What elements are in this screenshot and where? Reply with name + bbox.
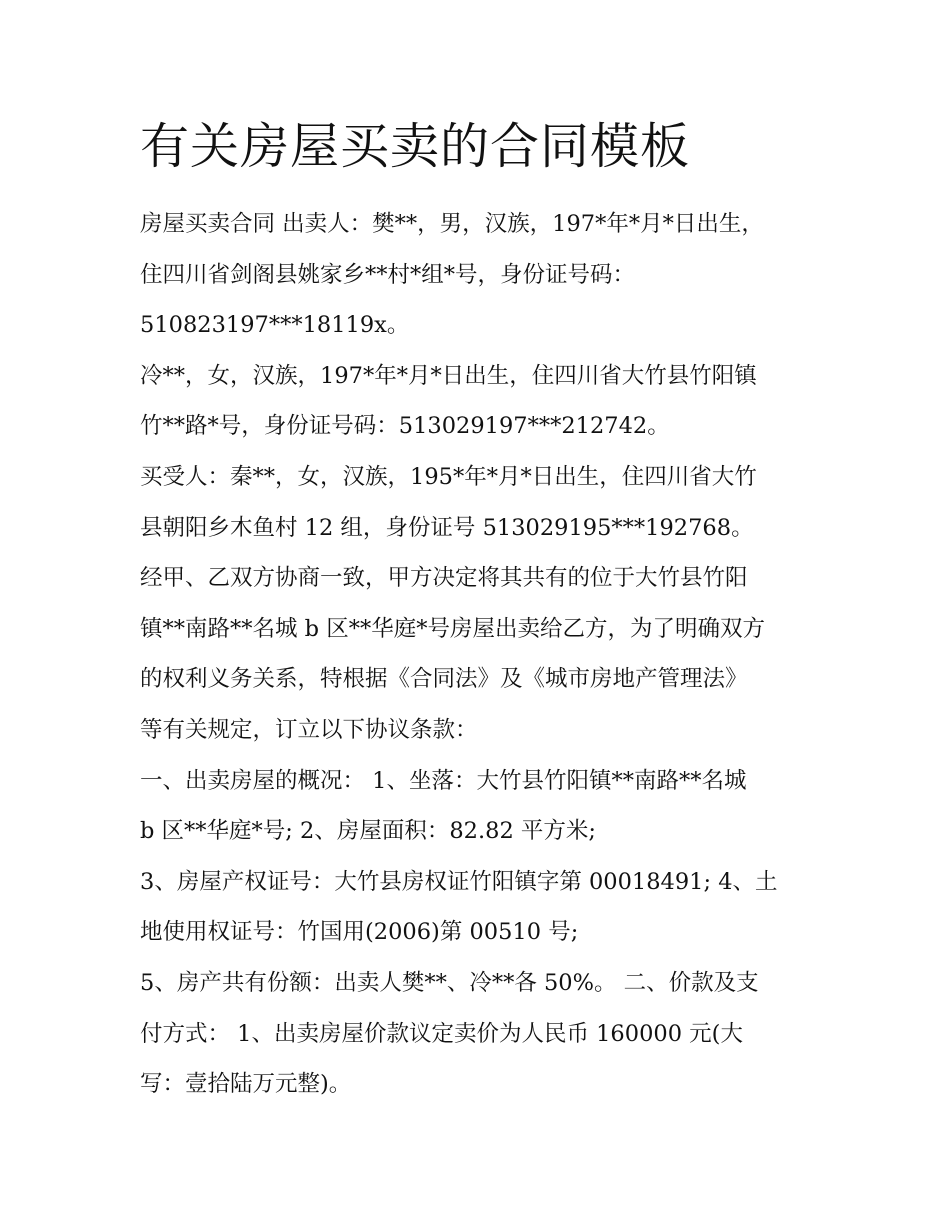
body-line: 付方式： 1、出卖房屋价款议定卖价为人民币 160000 元(大 (140, 1020, 743, 1047)
body-line: 等有关规定，订立以下协议条款： (140, 716, 478, 743)
body-line: 住四川省剑阁县姚家乡**村*组*号，身份证号码： (140, 261, 636, 288)
body-line: 买受人：秦**，女，汉族，195*年*月*日出生，住四川省大竹 (140, 463, 757, 490)
body-line: 写：壹拾陆万元整)。 (140, 1071, 352, 1098)
body-line: 镇**南路**名城 b 区**华庭*号房屋出卖给乙方，为了明确双方 (140, 615, 765, 642)
body-line: 县朝阳乡木鱼村 12 组，身份证号 513029195***192768。 (140, 514, 754, 541)
body-line: 的权利义务关系，特根据《合同法》及《城市房地产管理法》 (140, 666, 748, 693)
document-body (140, 199, 830, 1110)
body-line: 一、出卖房屋的概况： 1、坐落：大竹县竹阳镇**南路**名城 (140, 767, 747, 794)
body-line: 5、房产共有份额：出卖人樊**、冷**各 50%。 二、价款及支 (140, 969, 759, 996)
body-line: 3、房屋产权证号：大竹县房权证竹阳镇字第 00018491; 4、土 (140, 868, 778, 895)
body-line: 房屋买卖合同 出卖人：樊**，男，汉族，197*年*月*日出生， (140, 211, 764, 237)
body-line: 竹**路*号，身份证号码：513029197***212742。 (140, 413, 670, 440)
body-line: b 区**华庭*号; 2、房屋面积：82.82 平方米; (140, 818, 596, 845)
document-title: 有关房屋买卖的合同模板 (140, 118, 691, 175)
body-line: 地使用权证号：竹国用(2006)第 00510 号; (140, 919, 579, 946)
body-line: 冷**，女，汉族，197*年*月*日出生，住四川省大竹县竹阳镇 (140, 362, 757, 389)
body-line: 经甲、乙双方协商一致，甲方决定将其共有的位于大竹县竹阳 (140, 565, 748, 592)
body-line: 510823197***18119x。 (140, 312, 410, 339)
